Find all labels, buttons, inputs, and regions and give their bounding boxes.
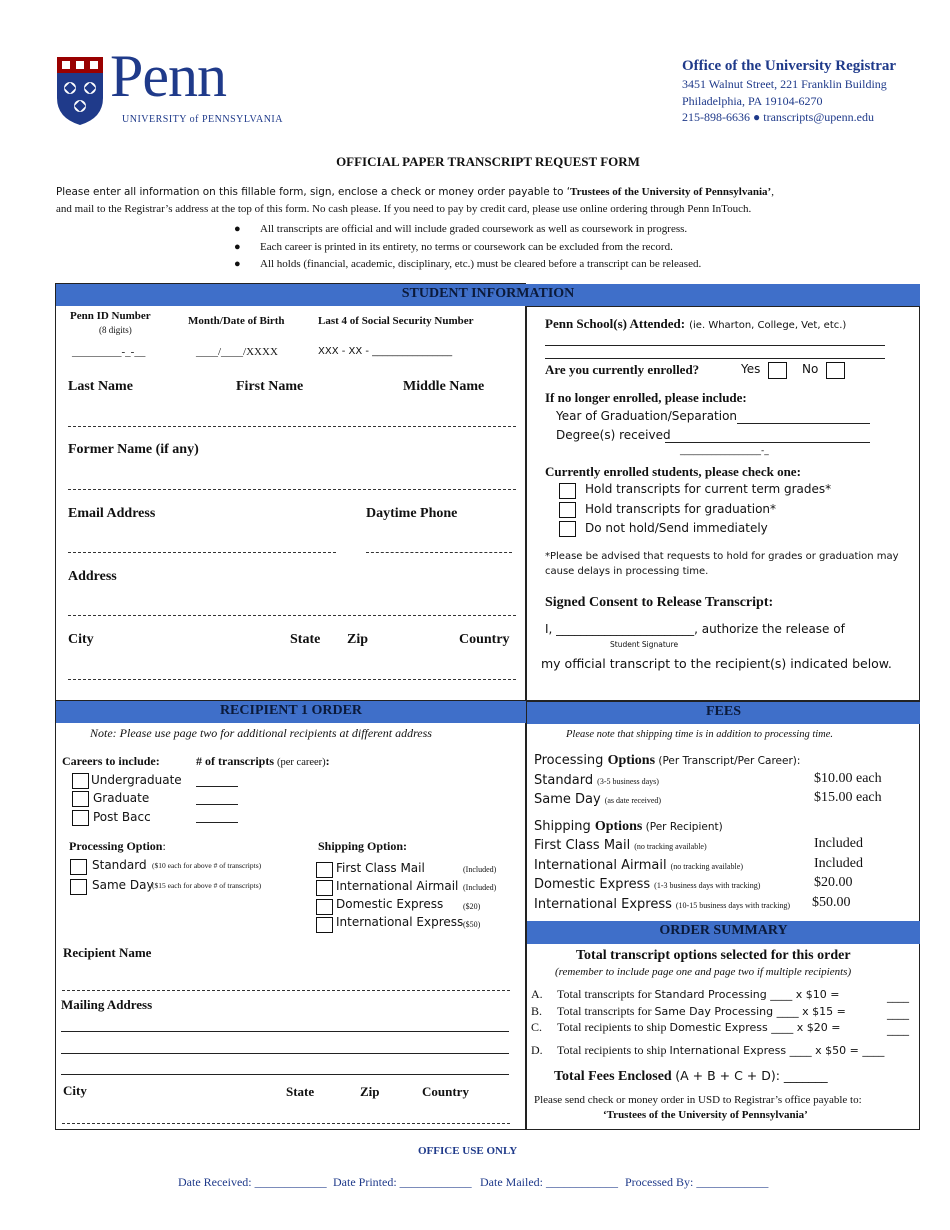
country-label: Country: [459, 632, 510, 647]
ssn-field[interactable]: XXX - XX - ________________: [318, 346, 453, 357]
middle-name-label: Middle Name: [403, 379, 485, 394]
mailing-address-field-1[interactable]: [61, 1031, 509, 1032]
summary-row-a-blank[interactable]: ____: [887, 990, 909, 1003]
fees-bar: FEES: [527, 702, 920, 724]
shipping-option-label: Shipping Option:: [318, 839, 408, 853]
student-info-bar: STUDENT INFORMATION: [56, 284, 920, 306]
send-immediately-label: Do not hold/Send immediately: [585, 521, 768, 535]
graduate-label: Graduate: [93, 791, 150, 805]
intro-bullets: [234, 221, 701, 274]
fees-ship-domestic-express-price: $20.00: [814, 875, 853, 890]
send-note-1: Please send check or money order in USD to Registrar’s office payable to:: [534, 1094, 862, 1106]
former-name-label: Former Name (if any): [68, 442, 199, 457]
consent-line-2: my official transcript to the recipient(s) indicated below.: [541, 656, 892, 671]
sameday-processing-note: ($15 each for above # of transcripts): [152, 881, 262, 890]
total-fees: Total Fees Enclosed (A + B + C + D): _______: [554, 1068, 828, 1084]
penn-id-label: Penn ID Number: [70, 310, 151, 322]
mailing-address-field-2[interactable]: [61, 1053, 509, 1054]
postbacc-checkbox[interactable]: [72, 810, 89, 826]
mailing-address-field-3[interactable]: [61, 1074, 509, 1075]
mailing-address-label: Mailing Address: [61, 997, 153, 1012]
phone-label: Daytime Phone: [366, 506, 458, 521]
recipient-bar: RECIPIENT 1 ORDER: [56, 701, 526, 723]
undergraduate-count-field[interactable]: [196, 786, 238, 787]
consent-signature-field[interactable]: I, _______________________, authorize the release of: [545, 622, 845, 636]
office-contact: [682, 110, 874, 125]
domestic-express-note: ($20): [463, 902, 481, 911]
graduate-count-field[interactable]: [196, 804, 238, 805]
last-name-label: Last Name: [68, 379, 133, 394]
standard-processing-note: ($10 each for above # of transcripts): [152, 861, 262, 870]
fees-ship-intl-express-price: $50.00: [812, 895, 851, 910]
dob-label: Month/Date of Birth: [188, 315, 285, 327]
office-date-received: Date Received: ____________: [178, 1175, 327, 1189]
zip-label: Zip: [347, 632, 369, 647]
address-label: Address: [68, 569, 117, 584]
processing-option-label: Processing Option:: [69, 839, 166, 853]
recipient-note: Note: Please use page two for additional recipients at different address: [90, 726, 432, 740]
email-label: Email Address: [68, 506, 156, 521]
fees-sameday: Same Day (as date received): [534, 792, 662, 807]
sameday-processing-label: Same Day: [92, 878, 154, 892]
grad-year-field[interactable]: [737, 423, 870, 424]
summary-row-c: C. Total recipients to ship Domestic Express ____ x $20 =: [531, 1020, 841, 1034]
intl-express-note: ($50): [463, 920, 481, 929]
undergraduate-label: Undergraduate: [91, 773, 182, 787]
standard-processing-label: Standard: [92, 858, 147, 872]
penn-logo-sub: UNIVERSITY of PENNSYLVANIA: [122, 114, 283, 125]
penn-id-sub: (8 digits): [99, 325, 132, 335]
office-use-title: OFFICE USE ONLY: [418, 1145, 518, 1157]
fees-ship-intl-airmail: International Airmail (no tracking available): [534, 858, 743, 873]
email-field[interactable]: [68, 552, 336, 553]
bullet-icon: ●: [234, 258, 241, 270]
summary-subtitle: (remember to include page one and page two if multiple recipients): [555, 966, 852, 978]
form-title: OFFICIAL PAPER TRANSCRIPT REQUEST FORM: [336, 154, 640, 169]
ssn-label: Last 4 of Social Security Number: [318, 315, 474, 327]
fees-standard: Standard (3-5 business days): [534, 773, 659, 788]
hold-grades-label: Hold transcripts for current term grades*: [585, 482, 832, 496]
enrolled-yes-checkbox[interactable]: [768, 362, 787, 379]
intl-airmail-label: International Airmail: [336, 879, 459, 893]
summary-row-a: A. Total transcripts for Standard Processing ____ x $10 =: [531, 987, 840, 1001]
first-name-label: First Name: [236, 379, 304, 394]
recipient-state-label: State: [286, 1084, 315, 1099]
bullet-icon: ●: [234, 223, 241, 235]
postbacc-count-field[interactable]: [196, 822, 238, 823]
first-class-checkbox[interactable]: [316, 862, 333, 878]
school-field-1[interactable]: [545, 345, 885, 346]
summary-title: Total transcript options selected for this order: [576, 948, 851, 963]
fees-ship-intl-express: International Express (10-15 business days with tracking): [534, 897, 791, 912]
send-immediately-checkbox[interactable]: [559, 521, 576, 537]
fees-sameday-price: $15.00 each: [814, 790, 882, 805]
school-label: Penn School(s) Attended: (ie. Wharton, College, Vet, etc.): [545, 316, 847, 331]
intro-line-1: Please enter all information on this fillable form, sign, enclose a check or money order payable to ‘Trustees of the University of Pennsylvania’,: [56, 186, 774, 198]
enrolled-question: Are you currently enrolled?: [545, 362, 700, 377]
recipient-name-field[interactable]: [62, 990, 510, 991]
domestic-express-label: Domestic Express: [336, 897, 444, 911]
standard-processing-checkbox[interactable]: [70, 859, 87, 875]
office-phone: 215-898-6636: [682, 110, 750, 124]
hold-graduation-label: Hold transcripts for graduation*: [585, 502, 777, 516]
summary-row-b-blank[interactable]: ____: [887, 1007, 909, 1020]
intl-airmail-checkbox[interactable]: [316, 880, 333, 896]
first-class-note: (Included): [463, 865, 497, 874]
recipient-zip-label: Zip: [360, 1084, 380, 1099]
first-class-label: First Class Mail: [336, 861, 425, 875]
fees-shipping-title: Shipping Options (Per Recipient): [534, 819, 723, 834]
recipient-city-state-zip-field[interactable]: [62, 1123, 510, 1124]
dob-field[interactable]: ____/____/XXXX: [196, 346, 278, 358]
fees-standard-price: $10.00 each: [814, 771, 882, 786]
intl-express-label: International Express: [336, 915, 464, 929]
hold-graduation-checkbox[interactable]: [559, 502, 576, 518]
send-note-2: ‘Trustees of the University of Pennsylvania’: [603, 1109, 808, 1121]
former-name-field[interactable]: [68, 489, 516, 490]
fees-ship-first-class-price: Included: [814, 836, 863, 851]
graduate-checkbox[interactable]: [72, 791, 89, 807]
recipient-city-label: City: [63, 1083, 87, 1098]
penn-logo: [56, 43, 286, 130]
office-processed-by: Processed By: ____________: [625, 1175, 769, 1189]
fees-ship-domestic-express: Domestic Express (1-3 business days with tracking): [534, 877, 761, 892]
fees-note: Please note that shipping time is in addition to processing time.: [566, 729, 834, 740]
summary-row-c-blank[interactable]: ____: [887, 1023, 909, 1036]
office-address-1: 3451 Walnut Street, 221 Franklin Building: [682, 77, 887, 91]
penn-shield-icon: [56, 56, 104, 126]
intro-bullet: ● All transcripts are official and will include graded coursework as well as coursework in progress.: [234, 221, 701, 239]
enrolled-no-checkbox[interactable]: [826, 362, 845, 379]
phone-field[interactable]: [366, 552, 512, 553]
enrolled-no-label: No: [802, 362, 819, 376]
penn-logo-word: Penn: [110, 43, 226, 109]
degree-label: Degree(s) received: [556, 428, 671, 442]
city-label: City: [68, 632, 94, 647]
address-field[interactable]: [68, 615, 516, 616]
recipient-country-label: Country: [422, 1084, 469, 1099]
advise-note-2: cause delays in processing time.: [545, 566, 709, 577]
intro-line-2: and mail to the Registrar’s address at the top of this form. No cash please. If you need to pay by credit card, please use online ordering through Penn InTouch.: [56, 203, 752, 215]
no-longer-label: If no longer enrolled, please include:: [545, 390, 747, 405]
grad-year-label: Year of Graduation/Separation: [556, 409, 738, 423]
enrolled-yes-label: Yes: [741, 362, 761, 376]
postbacc-label: Post Bacc: [93, 810, 151, 824]
fees-ship-first-class: First Class Mail (no tracking available): [534, 838, 707, 853]
fees-ship-intl-airmail-price: Included: [814, 856, 863, 871]
consent-signature-hint: Student Signature: [610, 640, 679, 649]
intro-bullet: ● All holds (financial, academic, disciplinary, etc.) must be cleared before a transcript can be released.: [234, 256, 701, 274]
name-field[interactable]: [68, 426, 516, 427]
careers-label: Careers to include:: [62, 754, 160, 768]
consent-title: Signed Consent to Release Transcript:: [545, 595, 774, 610]
office-date-mailed: Date Mailed: ____________: [480, 1175, 618, 1189]
summary-row-b: B. Total transcripts for Same Day Processing ____ x $15 =: [531, 1004, 846, 1018]
state-label: State: [290, 632, 321, 647]
current-check-label: Currently enrolled students, please check one:: [545, 464, 801, 479]
domestic-express-checkbox[interactable]: [316, 899, 333, 915]
undergraduate-checkbox[interactable]: [72, 773, 89, 789]
recipient-name-label: Recipient Name: [63, 945, 152, 960]
intl-express-checkbox[interactable]: [316, 917, 333, 933]
school-field-2[interactable]: [545, 358, 885, 359]
num-transcripts-label: # of transcripts (per career):: [196, 754, 330, 768]
degree-field-2[interactable]: __________________-_: [680, 446, 769, 456]
sameday-processing-checkbox[interactable]: [70, 879, 87, 895]
office-title: Office of the University Registrar: [682, 58, 897, 74]
intro-bullet: ● Each career is printed in its entirety, no terms or coursework can be excluded from the record.: [234, 239, 701, 257]
office-email[interactable]: transcripts@upenn.edu: [763, 110, 874, 124]
office-date-printed: Date Printed: ____________: [333, 1175, 472, 1189]
bullet-icon: ●: [234, 240, 241, 253]
order-summary-bar: ORDER SUMMARY: [527, 921, 920, 944]
intl-airmail-note: (Included): [463, 883, 497, 892]
bullet-icon: ●: [753, 110, 764, 124]
office-address-2: Philadelphia, PA 19104-6270: [682, 94, 823, 108]
degree-field[interactable]: [665, 442, 870, 443]
fees-processing-title: Processing Options (Per Transcript/Per Career):: [534, 753, 801, 768]
summary-row-d: D. Total recipients to ship International Express ____ x $50 = ____: [531, 1043, 885, 1057]
hold-grades-checkbox[interactable]: [559, 483, 576, 499]
advise-note-1: *Please be advised that requests to hold for grades or graduation may: [545, 551, 899, 562]
city-state-zip-field[interactable]: [68, 679, 516, 680]
penn-id-field[interactable]: _________-_-__: [72, 346, 146, 358]
